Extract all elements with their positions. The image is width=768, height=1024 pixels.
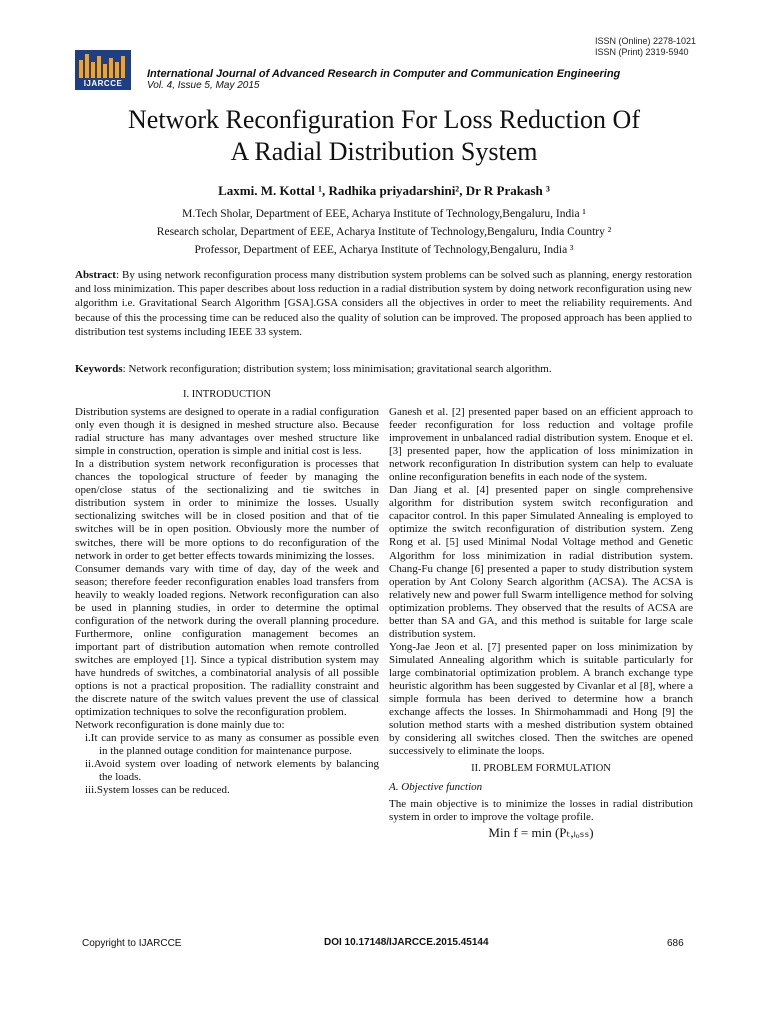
abstract-label: Abstract xyxy=(75,269,116,281)
title-line-1: Network Reconfiguration For Loss Reduction Of xyxy=(128,105,640,134)
affiliation-3: Professor, Department of EEE, Acharya Institute of Technology,Bengaluru, India ³ xyxy=(194,244,574,256)
section-heading-introduction: I. INTRODUCTION xyxy=(182,389,272,400)
list-item: i.It can provide service to as many as consumer as possible even in the planned outage condition for maintenance purpose. xyxy=(85,732,379,758)
journal-name: International Journal of Advanced Research in Computer and Communication Engineering xyxy=(147,68,621,80)
list-item: iii.System losses can be reduced. xyxy=(85,784,230,797)
logo-icon xyxy=(75,50,131,80)
section-heading-problem-formulation: II. PROBLEM FORMULATION xyxy=(471,763,611,775)
abstract xyxy=(75,268,692,339)
affiliation-2: Research scholar, Department of EEE, Acharya Institute of Technology,Bengaluru, India Country ² xyxy=(156,226,612,238)
paragraph: Consumer demands vary with time of day, day of the week and season; therefore feeder reconfiguration enables load transfers from heavily to weakly loaded regions. Network reconfiguration can also be used in planning studies, in order to determine the optimal configuration of the network during the overall planning procedure. Furthermore, online configuration management becomes an important part of distribution automation when remote controlled switches are employed [1]. Since a typical distribution system may have hundreds of switches, a combinatorial analysis of all possible options is not a practical proposition. The radiallity constraint and the discrete nature of the switch values prevent the use of classical optimization techniques to solve the reconfiguration problem. xyxy=(75,562,379,719)
keywords-label: Keywords xyxy=(75,363,123,375)
footer-doi: DOI 10.17148/IJARCCE.2015.45144 xyxy=(324,937,489,948)
paragraph: Yong-Jae Jeon et al. [7] presented paper on loss minimization by Simulated Annealing algorithm which is suitable particularly for large combinatorial optimization problem. A branch exchange type heuristic algorithm has been suggested by Civanlar et al [8], where a simple formula has been derived to determine how a branch exchange affects the losses. In Shirmohammadi and Hong [9] the solution method starts with a meshed distribution system obtained by considering all switches closed. Then the switches are opened successively to eliminate the loops. xyxy=(389,640,693,758)
keywords-text: : Network reconfiguration; distribution system; loss minimisation; gravitational search algorithm. xyxy=(122,363,552,375)
equation: Min f = min (Pₜ,ₗₒₛₛ) xyxy=(488,825,594,841)
abstract-text: : By using network reconfiguration process many distribution system problems can be solved such as planning, energy restoration and loss minimization. This paper describes about loss reduction in a radial distribution system by doing network reconfiguration using new algorithm i.e. Gravitational Search Algorithm [GSA].GSA considers all the objectives in order to meet the reliability requirements. And because of this the processing time can be reduced also the quality of solution can be improved. The proposed approach has been applied to distribution test systems including IEEE 33 system. xyxy=(75,269,692,338)
list-item: ii.Avoid system over loading of network elements by balancing the loads. xyxy=(85,758,379,784)
affiliation-1: M.Tech Sholar, Department of EEE, Acharya Institute of Technology,Bengaluru, India ¹ xyxy=(182,208,586,220)
issn-block xyxy=(595,36,696,58)
paragraph: Network reconfiguration is done mainly due to: xyxy=(75,719,285,732)
right-column xyxy=(389,406,693,840)
paragraph: Ganesh et al. [2] presented paper based on an efficient approach to feeder reconfiguration for loss reduction and voltage profile improvement in unbalanced radial distribution system. Enoque et el. [3] presented paper, how the application of loss minimization in network reconfiguration In distribution system can help to evaluate online reconfiguration benefits in each node of the system. xyxy=(389,406,693,484)
title-line-2: A Radial Distribution System xyxy=(230,137,538,166)
paragraph: The main objective is to minimize the losses in radial distribution system in order to improve the voltage profile. xyxy=(389,798,693,824)
logo-text: IJARCCE xyxy=(83,79,123,88)
issn-print: ISSN (Print) 2319-5940 xyxy=(594,47,689,57)
paragraph: Dan Jiang et al. [4] presented paper on single comprehensive algorithm for distribution system switch reconfiguration and capacitor control. In this paper Simulated Annealing is employed to optimize the switch reconfiguration of distribution system. Zeng Rong et al. [5] used Minimal Nodal Voltage method and Genetic Algorithm for loss minimization in radial distribution system. Chang-Fu change [6] presented a paper to study distribution system operation by Ant Colony Search algorithm (ACSA). The ACSA is relatively new and power full Swarm intelligence method for solving optimization problems. They observed that the results of ACSA are better than SA and GA, and this method is suitable for large scale distribution system. xyxy=(389,484,693,640)
footer-page-number: 686 xyxy=(667,938,684,949)
authors: Laxmi. M. Kottal ¹, Radhika priyadarshini², Dr R Prakash ³ xyxy=(218,183,550,198)
paragraph: In a distribution system network reconfiguration is processes that chances the topological structure of feeder by managing the open/close status of the sectionalizing and tie switches in distribution system in order to minimize the losses. Usually sectionalizing switches will be in closed position and that of tie switches will be in open position. Obviously more the number of switches, there will be more options to do reconfiguration of the network in order to get better effects towards minimizing the losses. xyxy=(75,458,379,562)
keywords xyxy=(75,362,692,376)
paragraph: Distribution systems are designed to operate in a radial configuration only even though it is designed in meshed structure also. Because radial structure has many advantages over meshed structure like simple in construction, operation is simple and initial cost is less. xyxy=(75,406,379,458)
left-column xyxy=(75,388,379,797)
subsection-heading-objective: A. Objective function xyxy=(389,781,483,794)
issn-online: ISSN (Online) 2278-1021 xyxy=(594,36,696,46)
journal-volume: Vol. 4, Issue 5, May 2015 xyxy=(147,80,260,91)
footer-copyright: Copyright to IJARCCE xyxy=(82,938,182,949)
paper-title xyxy=(80,104,688,168)
